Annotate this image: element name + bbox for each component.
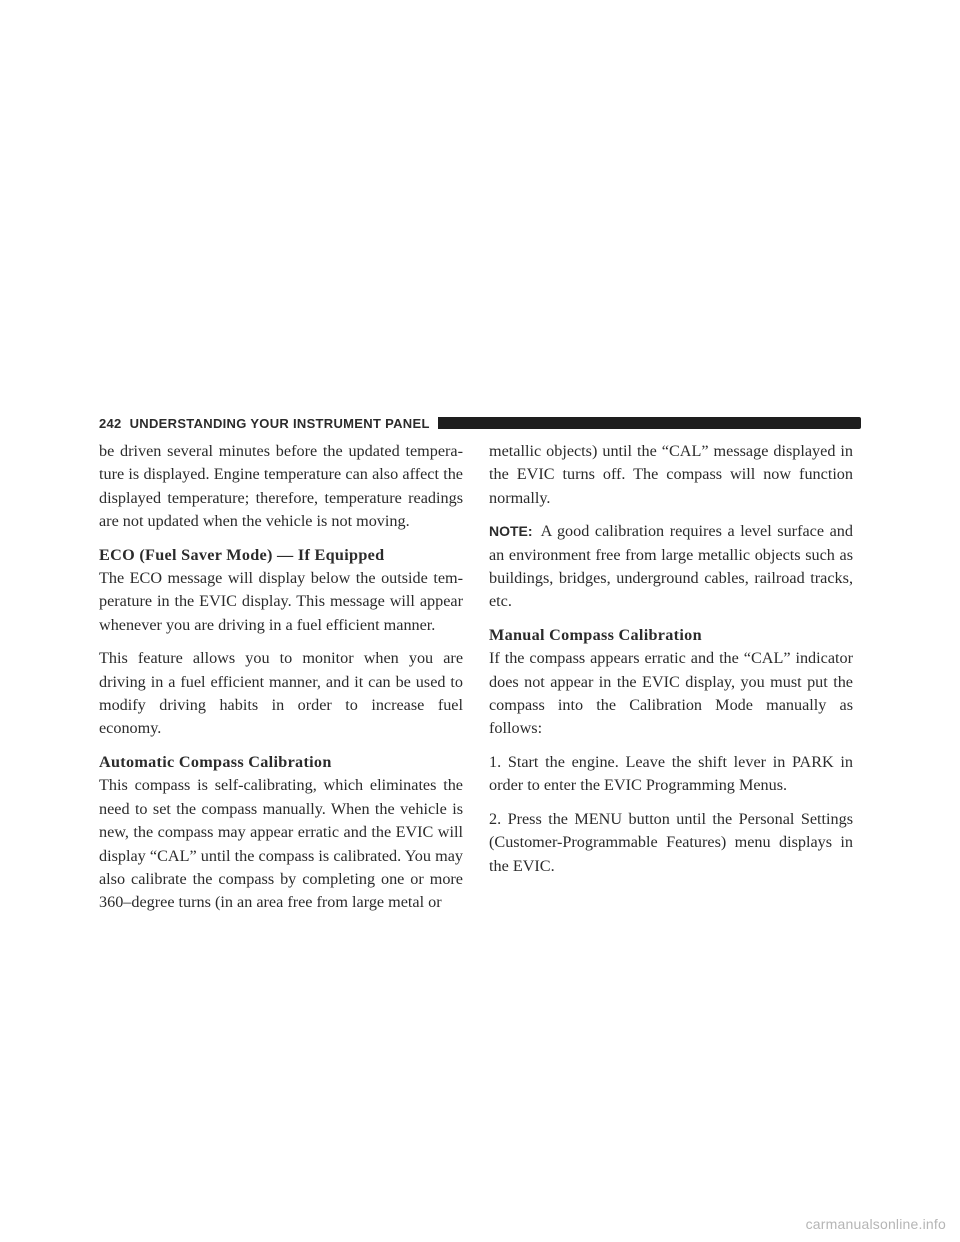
continued-paragraph: be driven several minutes before the updated tempera-ture is displayed. Engine temperature can also affect the displayed temperature; therefore, temperature readings are not updated when the vehicle is not moving.: [99, 442, 463, 531]
note-label: NOTE:: [489, 523, 533, 540]
auto-calibration-paragraph: This compass is self-calibrating, which eliminates the need to set the compass manually. When the vehicle is new, the compass may appear erratic and the EVIC will display “CAL” until the compass is calibrated. You may also calibrate the compass by completing one or more 360–degree turns (in an area free from large metal or: [99, 776, 463, 912]
right-column: [489, 440, 853, 888]
manual-calibration-heading: Manual Compass Calibration: [489, 625, 702, 644]
header-text: [99, 415, 438, 433]
page-number: 242: [99, 416, 122, 431]
eco-heading: ECO (Fuel Saver Mode) — If Equipped: [99, 545, 385, 564]
step-1: 1. Start the engine. Leave the shift lever in PARK in order to enter the EVIC Programming Menus.: [489, 752, 853, 795]
eco-paragraph-2: This feature allows you to monitor when you are driving in a fuel efficient manner, and it can be used to modify driving habits in order to increase fuel economy.: [99, 649, 463, 738]
watermark-link[interactable]: carmanualsonline.info: [805, 1216, 946, 1232]
auto-calibration-paragraph-cont: metallic objects) until the “CAL” message displayed in the EVIC turns off. The compass will now function normally.: [489, 442, 853, 507]
page-header: [99, 415, 861, 433]
section-title: UNDERSTANDING YOUR INSTRUMENT PANEL: [129, 416, 430, 431]
header-rule: [389, 417, 861, 429]
manual-calibration-paragraph: If the compass appears erratic and the “CAL” indicator does not appear in the EVIC display, you must put the compass into the Calibration Mode manually as follows:: [489, 649, 853, 738]
eco-paragraph-1: The ECO message will display below the outside tem-perature in the EVIC display. This message will appear whenever you are driving in a fuel efficient manner.: [99, 569, 463, 634]
step-2: 2. Press the MENU button until the Personal Settings (Customer-Programmable Features) menu displays in the EVIC.: [489, 809, 853, 875]
left-column: [99, 440, 463, 925]
note-text: A good calibration requires a level surface and an environment free from large metallic objects such as buildings, bridges, underground cables, railroad tracks, etc.: [489, 522, 853, 611]
auto-calibration-heading: Automatic Compass Calibration: [99, 752, 332, 771]
note-paragraph: [489, 520, 853, 614]
